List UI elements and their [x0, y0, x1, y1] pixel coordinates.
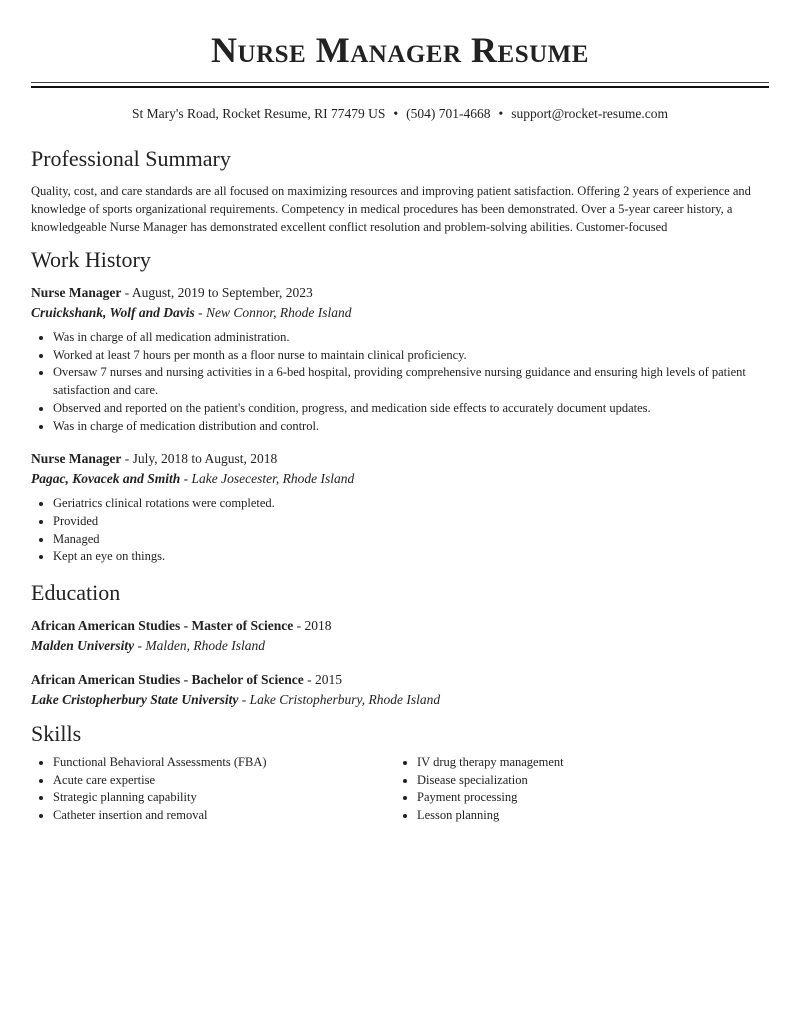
skills-column-left [31, 754, 395, 825]
skills-grid [31, 754, 769, 825]
page-title: Nurse Manager Resume [211, 30, 589, 70]
job-location: - New Connor, Rhode Island [194, 305, 352, 320]
skills-column-right [395, 754, 759, 825]
header-divider [31, 82, 769, 88]
job-bullets [31, 329, 769, 435]
section-heading-summary: Professional Summary [31, 146, 231, 171]
education-degree-line [31, 670, 769, 690]
list-item: • Managed [53, 531, 769, 549]
section-heading-work-history: Work History [31, 247, 151, 272]
contact-email: support@rocket-resume.com [511, 106, 668, 121]
education-school: Malden University [31, 638, 135, 654]
skill-item: • Payment processing [417, 789, 759, 807]
job-company-line [31, 303, 769, 323]
job-location: - Lake Josecester, Rhode Island [180, 471, 355, 487]
list-item: • Worked at least 7 hours per month as a floor nurse to maintain clinical proficiency. [53, 347, 769, 365]
divider-thin [31, 82, 769, 83]
job-company: Pagac, Kovacek and Smith [31, 471, 181, 487]
education-location: - Malden, Rhode Island [134, 638, 265, 654]
education-degree-line [31, 616, 769, 636]
summary-text: Quality, cost, and care standards are all focused on maximizing resources and improving patient satisfaction. Offering 2 years of experience and knowledge of sports organizational requirements. Competency in medical procedures has been demonstrated. Over a 5-year career history, a knowledgeable Nurse Manager has demonstrated excellent conflict resolution and problem-solving abilities. Customer-focused [31, 184, 751, 234]
education-school: Lake Cristopherbury State University [31, 692, 239, 708]
education-degree: African American Studies - Master of Science [31, 618, 294, 634]
job-title: Nurse Manager [31, 285, 122, 300]
list-item: • Geriatrics clinical rotations were completed. [53, 495, 769, 513]
job-title-line [31, 283, 769, 303]
skill-item: • Acute care expertise [53, 772, 395, 790]
skills-list [395, 754, 759, 825]
education-location: - Lake Cristopherbury, Rhode Island [238, 692, 441, 708]
skill-item: • Disease specialization [417, 772, 759, 790]
skill-item: • Lesson planning [417, 807, 759, 825]
job-entry [31, 449, 769, 566]
list-item: • Was in charge of all medication administration. [53, 329, 769, 347]
education-entry [31, 616, 769, 656]
education-year: - 2015 [303, 672, 342, 688]
contact-line [31, 105, 769, 123]
skill-item: • Strategic planning capability [53, 789, 395, 807]
job-entry [31, 283, 769, 435]
skill-item: • Catheter insertion and removal [53, 807, 395, 825]
education-entry [31, 670, 769, 710]
bullet-separator: • [498, 106, 504, 121]
bullet-separator: • [393, 106, 399, 121]
education-school-line [31, 636, 769, 656]
list-item: • Observed and reported on the patient's condition, progress, and medication side effects to accurately document updates. [53, 400, 769, 418]
skill-item: • Functional Behavioral Assessments (FBA) [53, 754, 395, 772]
list-item: • Kept an eye on things. [53, 548, 769, 566]
job-bullets [31, 495, 769, 566]
contact-phone: (504) 701-4668 [406, 106, 491, 121]
job-dates: - July, 2018 to August, 2018 [121, 451, 278, 467]
education-year: - 2018 [293, 618, 332, 634]
skill-item: • IV drug therapy management [417, 754, 759, 772]
education-school-line [31, 690, 769, 710]
list-item: • Oversaw 7 nurses and nursing activities in a 6-bed hospital, providing comprehensive nursing guidance and ensuring high levels of patient satisfaction and care. [53, 364, 769, 399]
list-item: • Provided [53, 513, 769, 531]
divider-thick [31, 86, 769, 88]
education-degree: African American Studies - Bachelor of Science [31, 672, 304, 688]
contact-address: St Mary's Road, Rocket Resume, RI 77479 US [132, 106, 386, 121]
skills-list [31, 754, 395, 825]
job-title-line [31, 449, 769, 469]
job-dates: - August, 2019 to September, 2023 [121, 285, 313, 300]
list-item: • Was in charge of medication distribution and control. [53, 418, 769, 436]
job-company-line [31, 469, 769, 489]
job-company: Cruickshank, Wolf and Davis [31, 305, 195, 320]
section-heading-education: Education [31, 580, 121, 606]
job-title: Nurse Manager [31, 451, 122, 467]
section-heading-skills: Skills [31, 721, 82, 747]
